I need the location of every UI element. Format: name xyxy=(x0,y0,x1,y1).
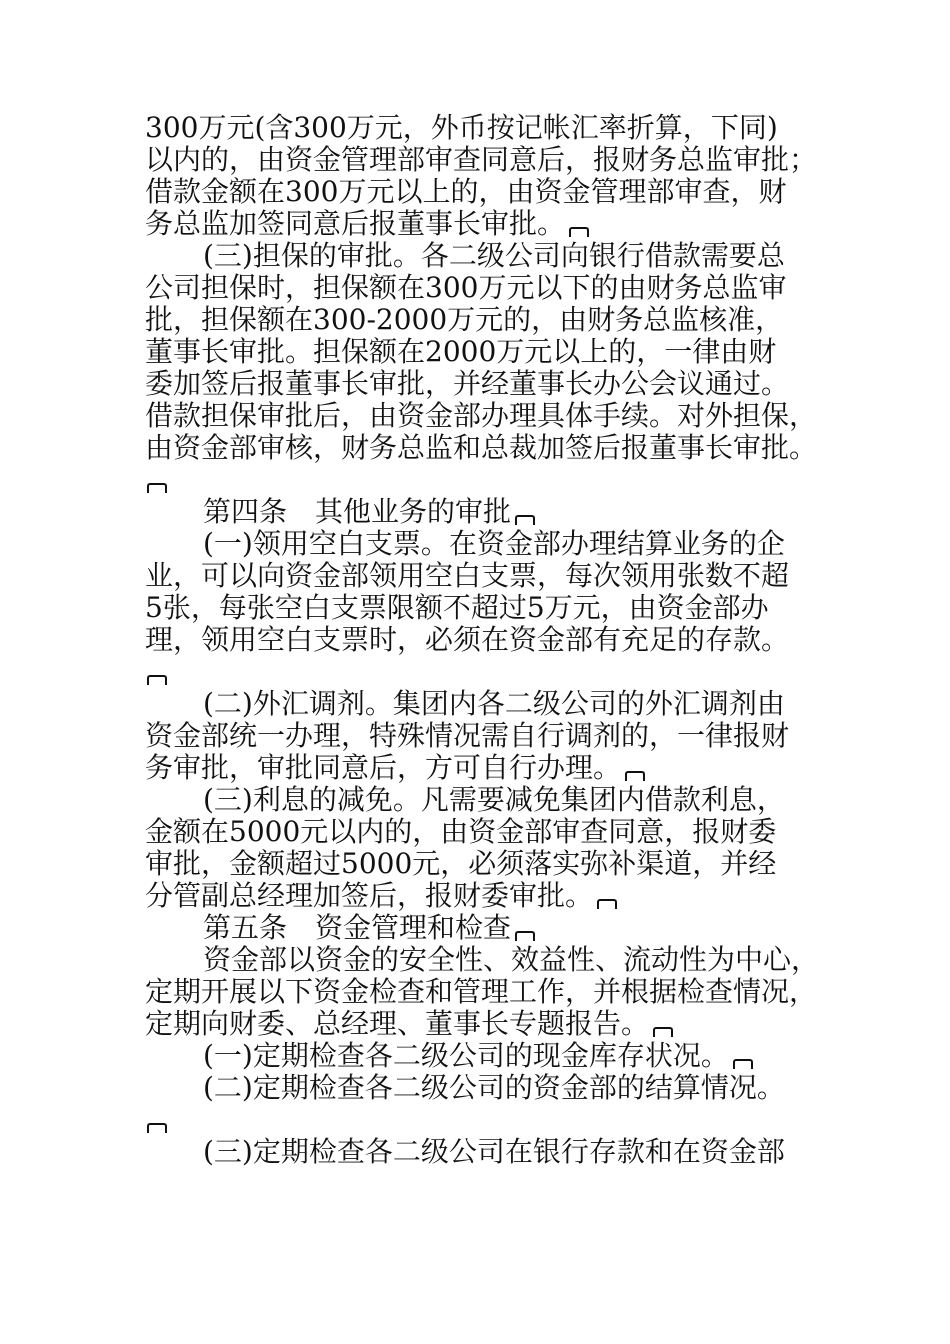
text-line-content: 以内的，由资金管理部审查同意后，报财务总监审批； xyxy=(145,143,818,176)
text-line xyxy=(145,784,825,816)
text-line xyxy=(145,880,825,912)
text-line-content: 金额在5000元以内的，由资金部审查同意，报财委 xyxy=(145,815,777,848)
text-line xyxy=(145,944,825,976)
text-line-content: 资金部统一办理，特殊情况需自行调剂的，一律报财 xyxy=(145,719,790,752)
text-line xyxy=(145,592,825,624)
paragraph-mark-icon xyxy=(515,931,535,941)
text-line-content: 300万元(含300万元，外币按记帐汇率折算，下同) xyxy=(145,111,778,144)
text-line-content: (三)担保的审批。各二级公司向银行借款需要总 xyxy=(203,239,785,272)
text-line-content: (一)领用空白支票。在资金部办理结算业务的企 xyxy=(203,527,785,560)
paragraph-mark-icon xyxy=(597,899,617,909)
text-line-content: 第四条 其他业务的审批 xyxy=(203,495,512,528)
text-line xyxy=(145,336,825,368)
text-line xyxy=(145,208,825,240)
text-line xyxy=(145,720,825,752)
text-line-content: 借款金额在300万元以上的，由资金管理部审查，财 xyxy=(145,175,787,208)
text-line xyxy=(145,400,825,432)
paragraph-mark-icon xyxy=(147,675,167,685)
paragraph-mark-icon xyxy=(733,1059,753,1069)
text-line xyxy=(145,240,825,272)
document-page xyxy=(145,112,825,1168)
text-line-content: (一)定期检查各二级公司的现金库存状况。 xyxy=(203,1039,729,1072)
text-line xyxy=(145,688,825,720)
text-line xyxy=(145,272,825,304)
text-line-content: 务审批，审批同意后，方可自行办理。 xyxy=(145,751,622,784)
text-line-content: 借款担保审批后，由资金部办理具体手续。对外担保， xyxy=(145,399,818,432)
paragraph-mark-icon xyxy=(653,1027,673,1037)
text-line xyxy=(145,144,825,176)
text-line-content: 资金部以资金的安全性、效益性、流动性为中心， xyxy=(203,943,820,976)
text-line xyxy=(145,624,825,656)
text-line-content: 理，领用空白支票时，必须在资金部有充足的存款。 xyxy=(145,623,790,656)
text-line xyxy=(145,976,825,1008)
text-line-content: 批，担保额在300-2000万元的，由财务总监核准， xyxy=(145,303,784,336)
paragraph-mark-icon xyxy=(569,227,589,237)
text-line-content: 定期向财委、总经理、董事长专题报告。 xyxy=(145,1007,650,1040)
text-line xyxy=(145,176,825,208)
article-heading xyxy=(145,912,825,944)
text-line-content: (三)利息的减免。凡需要减免集团内借款利息， xyxy=(203,783,785,816)
paragraph-mark-icon xyxy=(625,771,645,781)
text-line xyxy=(145,1008,825,1040)
text-line-content: (三)定期检查各二级公司在银行存款和在资金部 xyxy=(203,1135,785,1168)
text-line xyxy=(145,1072,825,1104)
text-line xyxy=(145,432,825,464)
paragraph-mark-icon xyxy=(515,515,535,525)
text-line xyxy=(145,1104,825,1136)
text-line-content: 第五条 资金管理和检查 xyxy=(203,911,512,944)
text-line-content: 委加签后报董事长审批，并经董事长办公会议通过。 xyxy=(145,367,790,400)
text-line xyxy=(145,528,825,560)
text-line xyxy=(145,304,825,336)
text-line-content: 公司担保时，担保额在300万元以下的由财务总监审 xyxy=(145,271,787,304)
text-line-content: 业，可以向资金部领用空白支票，每次领用张数不超 xyxy=(145,559,790,592)
text-line-content: 定期开展以下资金检查和管理工作，并根据检查情况， xyxy=(145,975,818,1008)
text-line-content: 分管副总经理加签后，报财委审批。 xyxy=(145,879,594,912)
text-line xyxy=(145,368,825,400)
text-line xyxy=(145,816,825,848)
text-line xyxy=(145,464,825,496)
paragraph-mark-icon xyxy=(147,1123,167,1133)
text-line xyxy=(145,848,825,880)
text-line xyxy=(145,656,825,688)
text-line-content: (二)定期检查各二级公司的资金部的结算情况。 xyxy=(203,1071,785,1104)
text-line xyxy=(145,1040,825,1072)
text-line-content: (二)外汇调剂。集团内各二级公司的外汇调剂由 xyxy=(203,687,785,720)
text-line-content: 由资金部审核，财务总监和总裁加签后报董事长审批。 xyxy=(145,431,818,464)
text-line xyxy=(145,112,825,144)
text-line-content: 董事长审批。担保额在2000万元以上的，一律由财 xyxy=(145,335,777,368)
text-line-content: 务总监加签同意后报董事长审批。 xyxy=(145,207,566,240)
paragraph-mark-icon xyxy=(147,483,167,493)
text-line xyxy=(145,1136,825,1168)
text-line-content: 5张，每张空白支票限额不超过5万元，由资金部办 xyxy=(145,591,769,624)
text-line xyxy=(145,560,825,592)
text-line-content: 审批，金额超过5000元，必须落实弥补渠道，并经 xyxy=(145,847,777,880)
text-line xyxy=(145,752,825,784)
article-heading xyxy=(145,496,825,528)
